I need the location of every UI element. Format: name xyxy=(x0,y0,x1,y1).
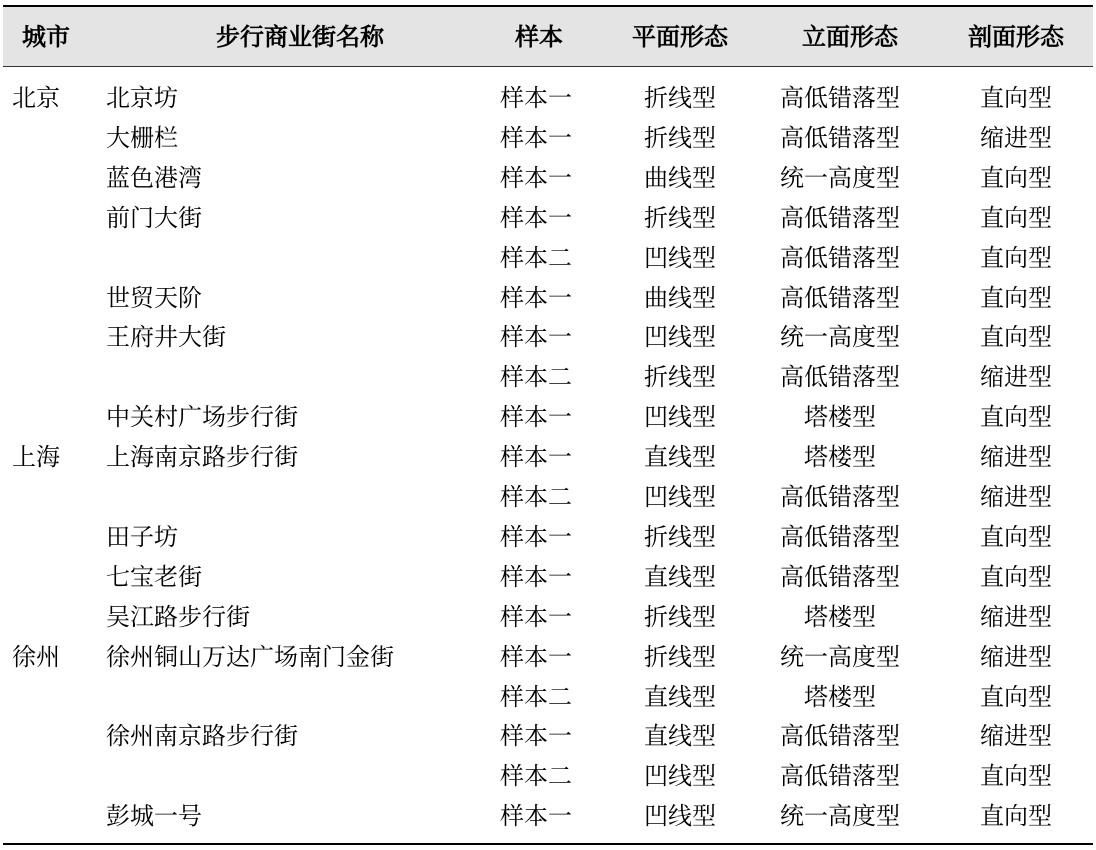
cell-elevation-form: 统一高度型 xyxy=(780,802,900,830)
cell-section-form: 缩进型 xyxy=(980,483,1052,511)
cell-plan-form: 直线型 xyxy=(644,443,716,471)
cell-street-name xyxy=(106,756,486,796)
cell-street-name: 上海南京路步行街 xyxy=(106,443,298,471)
cell-plan-form: 凹线型 xyxy=(644,762,716,790)
cell-street-name: 中关村广场步行街 xyxy=(106,403,298,431)
cell-section-form: 直向型 xyxy=(980,284,1052,312)
cell-street-name: 大栅栏 xyxy=(106,124,178,152)
cell-plan-form: 折线型 xyxy=(644,204,716,232)
cell-section-form: 直向型 xyxy=(980,683,1052,711)
cell-section-form: 直向型 xyxy=(980,84,1052,112)
cell-city: 徐州 xyxy=(12,643,60,671)
cell-elevation-form: 高低错落型 xyxy=(780,124,900,152)
cell-elevation-form: 高低错落型 xyxy=(780,363,900,391)
header-city: 城市 xyxy=(22,23,70,51)
cell-plan-form: 凹线型 xyxy=(644,802,716,830)
cell-plan-form: 凹线型 xyxy=(644,483,716,511)
cell-section-form: 直向型 xyxy=(980,244,1052,272)
cell-elevation-form: 高低错落型 xyxy=(780,84,900,112)
cell-city xyxy=(12,517,98,557)
cell-city xyxy=(12,317,98,357)
cell-city xyxy=(12,597,98,637)
cell-city xyxy=(12,158,98,198)
cell-city xyxy=(12,677,98,717)
cell-city xyxy=(12,557,98,597)
cell-plan-form: 曲线型 xyxy=(644,164,716,192)
cell-plan-form: 折线型 xyxy=(644,603,716,631)
cell-elevation-form: 统一高度型 xyxy=(780,323,900,351)
cell-city xyxy=(12,118,98,158)
cell-elevation-form: 统一高度型 xyxy=(780,164,900,192)
cell-plan-form: 直线型 xyxy=(644,683,716,711)
cell-city xyxy=(12,716,98,756)
cell-street-name: 蓝色港湾 xyxy=(106,164,202,192)
cell-sample: 样本一 xyxy=(500,403,572,431)
cell-sample: 样本一 xyxy=(500,563,572,591)
cell-sample: 样本一 xyxy=(500,323,572,351)
cell-plan-form: 折线型 xyxy=(644,643,716,671)
cell-plan-form: 折线型 xyxy=(644,124,716,152)
cell-elevation-form: 高低错落型 xyxy=(780,722,900,750)
cell-elevation-form: 塔楼型 xyxy=(804,403,876,431)
cell-sample: 样本二 xyxy=(500,363,572,391)
cell-section-form: 直向型 xyxy=(980,164,1052,192)
cell-street-name: 彭城一号 xyxy=(106,802,202,830)
cell-section-form: 直向型 xyxy=(980,403,1052,431)
cell-section-form: 缩进型 xyxy=(980,643,1052,671)
cell-plan-form: 折线型 xyxy=(644,84,716,112)
cell-sample: 样本一 xyxy=(500,443,572,471)
cell-section-form: 直向型 xyxy=(980,323,1052,351)
cell-street-name xyxy=(106,238,486,278)
cell-street-name: 徐州南京路步行街 xyxy=(106,722,298,750)
cell-section-form: 直向型 xyxy=(980,762,1052,790)
cell-sample: 样本一 xyxy=(500,124,572,152)
cell-sample: 样本一 xyxy=(500,643,572,671)
cell-sample: 样本二 xyxy=(500,762,572,790)
cell-plan-form: 直线型 xyxy=(644,722,716,750)
cell-city: 北京 xyxy=(12,84,60,112)
cell-section-form: 缩进型 xyxy=(980,124,1052,152)
cell-street-name xyxy=(106,357,486,397)
cell-elevation-form: 塔楼型 xyxy=(804,443,876,471)
cell-plan-form: 凹线型 xyxy=(644,403,716,431)
cell-section-form: 缩进型 xyxy=(980,363,1052,391)
cell-street-name: 王府井大街 xyxy=(106,323,226,351)
cell-street-name xyxy=(106,477,486,517)
cell-section-form: 直向型 xyxy=(980,802,1052,830)
cell-sample: 样本一 xyxy=(500,284,572,312)
cell-city xyxy=(12,397,98,437)
cell-section-form: 缩进型 xyxy=(980,443,1052,471)
cell-street-name xyxy=(106,677,486,717)
cell-plan-form: 曲线型 xyxy=(644,284,716,312)
cell-sample: 样本一 xyxy=(500,722,572,750)
cell-elevation-form: 高低错落型 xyxy=(780,563,900,591)
cell-sample: 样本一 xyxy=(500,523,572,551)
cell-elevation-form: 高低错落型 xyxy=(780,244,900,272)
cell-section-form: 缩进型 xyxy=(980,722,1052,750)
cell-elevation-form: 高低错落型 xyxy=(780,284,900,312)
cell-sample: 样本二 xyxy=(500,244,572,272)
table-header-rule xyxy=(3,66,1093,67)
cell-city xyxy=(12,278,98,318)
cell-city: 上海 xyxy=(12,443,60,471)
cell-street-name: 前门大街 xyxy=(106,204,202,232)
cell-elevation-form: 高低错落型 xyxy=(780,483,900,511)
cell-plan-form: 折线型 xyxy=(644,363,716,391)
cell-section-form: 缩进型 xyxy=(980,603,1052,631)
cell-section-form: 直向型 xyxy=(980,523,1052,551)
cell-elevation-form: 高低错落型 xyxy=(780,204,900,232)
cell-city xyxy=(12,477,98,517)
cell-elevation-form: 高低错落型 xyxy=(780,523,900,551)
cell-plan-form: 凹线型 xyxy=(644,244,716,272)
cell-street-name: 世贸天阶 xyxy=(106,284,202,312)
cell-street-name: 徐州铜山万达广场南门金街 xyxy=(106,643,394,671)
header-plan-form: 平面形态 xyxy=(632,23,728,51)
header-section-form: 剖面形态 xyxy=(968,23,1064,51)
cell-plan-form: 直线型 xyxy=(644,563,716,591)
cell-elevation-form: 塔楼型 xyxy=(804,603,876,631)
cell-city xyxy=(12,756,98,796)
cell-street-name: 吴江路步行街 xyxy=(106,603,250,631)
cell-plan-form: 折线型 xyxy=(644,523,716,551)
cell-sample: 样本二 xyxy=(500,683,572,711)
cell-sample: 样本一 xyxy=(500,802,572,830)
table-bottom-rule xyxy=(3,843,1093,845)
cell-street-name: 北京坊 xyxy=(106,84,178,112)
cell-plan-form: 凹线型 xyxy=(644,323,716,351)
cell-section-form: 直向型 xyxy=(980,563,1052,591)
cell-elevation-form: 统一高度型 xyxy=(780,643,900,671)
cell-city xyxy=(12,238,98,278)
cell-street-name: 七宝老街 xyxy=(106,563,202,591)
cell-sample: 样本一 xyxy=(500,603,572,631)
cell-sample: 样本一 xyxy=(500,84,572,112)
header-sample: 样本 xyxy=(515,23,563,51)
cell-elevation-form: 高低错落型 xyxy=(780,762,900,790)
cell-sample: 样本二 xyxy=(500,483,572,511)
cell-sample: 样本一 xyxy=(500,164,572,192)
header-street-name: 步行商业街名称 xyxy=(216,23,384,51)
cell-elevation-form: 塔楼型 xyxy=(804,683,876,711)
cell-city xyxy=(12,198,98,238)
cell-sample: 样本一 xyxy=(500,204,572,232)
cell-city xyxy=(12,796,98,836)
cell-street-name: 田子坊 xyxy=(106,523,178,551)
header-elevation-form: 立面形态 xyxy=(802,23,898,51)
cell-city xyxy=(12,357,98,397)
cell-section-form: 直向型 xyxy=(980,204,1052,232)
